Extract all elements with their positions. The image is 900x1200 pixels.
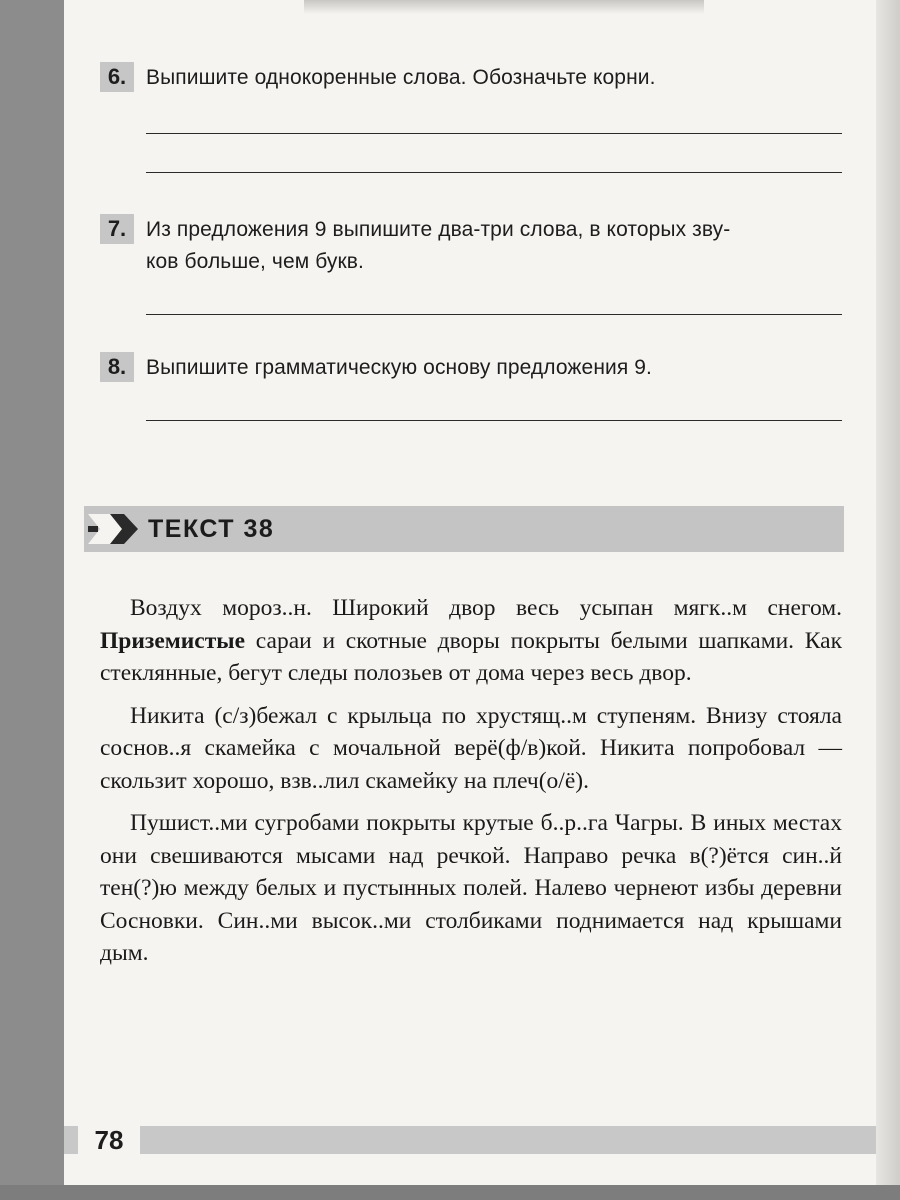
text-38-body (100, 592, 842, 980)
paragraph-2: Никита (с/з)бежал с крыльца по хрустящ..м ступеням. Внизу стояла соснов..я скамейка с мочальной верё(ф/в)кой. Никита попробовал — скользит хорошо, взв..лил скамейку на плеч(о/ё). (100, 702, 842, 794)
answer-line[interactable] (146, 420, 842, 421)
paragraph-1-end: сараи и скотные дворы покрыты белыми шапками. Как стеклянные, бегут следы полозьев от дома через весь двор. (100, 627, 842, 686)
page-number: 78 (78, 1120, 140, 1160)
task-line: Выпишите однокоренные слова. Обозначьте корни. (146, 66, 656, 89)
paragraph-1 (100, 592, 842, 690)
task-line: ков больше, чем букв. (146, 250, 364, 273)
scan-background (0, 1185, 900, 1200)
task-line: Выпишите грамматическую основу предложения 9. (146, 356, 652, 379)
footer-bar (64, 1126, 876, 1154)
workbook-page (64, 0, 876, 1185)
double-arrow-icon (84, 506, 146, 552)
task-number: 8. (100, 352, 134, 382)
task-text (146, 62, 846, 94)
facing-page-edge (876, 0, 900, 1200)
answer-line[interactable] (146, 172, 842, 173)
task-number: 7. (100, 214, 134, 244)
section-title: ТЕКСТ 38 (148, 515, 275, 543)
section-header (84, 506, 844, 552)
task-line: Из предложения 9 выпишите два-три слова, в которых зву- (146, 218, 731, 241)
answer-line[interactable] (146, 133, 842, 134)
answer-line[interactable] (146, 314, 842, 315)
task-number: 6. (100, 62, 134, 92)
bold-word: Приземистые (100, 627, 246, 654)
binding-shadow (304, 0, 704, 14)
paragraph-1-start: Воздух мороз..н. Широкий двор весь усыпан мягк..м снегом. (130, 595, 842, 621)
task-text (146, 214, 846, 278)
page-footer (64, 1120, 876, 1160)
paragraph-3: Пушист..ми сугробами покрыты крутые б..р..га Чагры. В иных местах они свешиваются мысами над речкой. Направо речка в(?)ётся син..й тен(?)ю между белых и пустынных полей. Налево чернеют избы деревни Сосновки. Син..ми высок..ми столбиками поднимается над крышами дым. (100, 810, 842, 966)
task-text (146, 352, 846, 384)
